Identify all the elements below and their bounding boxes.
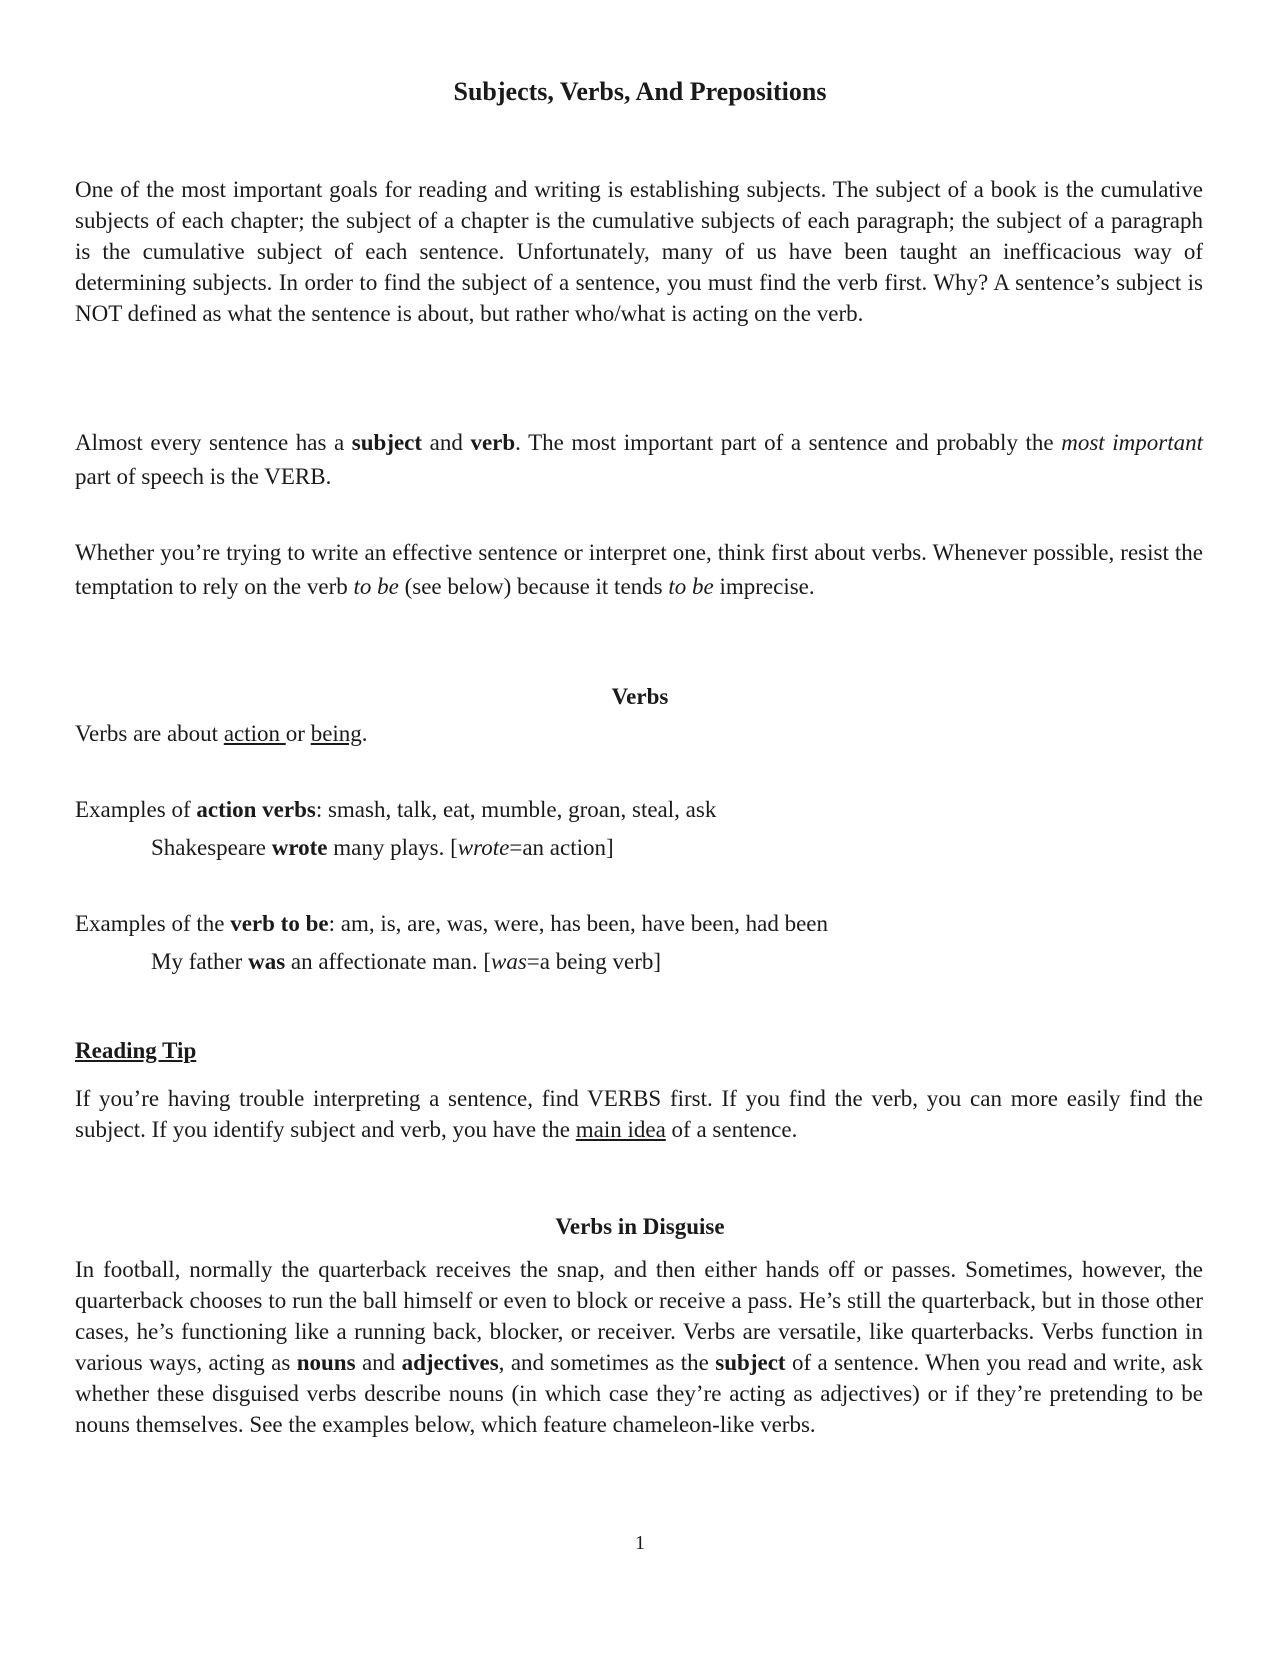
- text-run: : smash, talk, eat, mumble, groan, steal, ask: [315, 797, 717, 822]
- bold-adjectives: adjectives: [401, 1350, 499, 1375]
- text-run: .: [361, 721, 368, 746]
- text-run: If you’re having trouble interpreting a sentence, find VERBS first. If you find the verb, you can more easily find the subject. If you identify subject and verb, you have the: [75, 1086, 1203, 1142]
- text-run: Examples of the: [75, 911, 231, 936]
- underlined-main-idea: main idea: [575, 1117, 666, 1142]
- text-run: Shakespeare: [151, 835, 272, 860]
- verbs-definition: [75, 719, 368, 749]
- text-run: Examples of: [75, 797, 197, 822]
- text-run: : am, is, are, was, were, has been, have been, had been: [328, 911, 828, 936]
- reading-tip-heading: Reading Tip: [75, 1038, 197, 1063]
- bold-wrote: wrote: [271, 835, 328, 860]
- text-run: of a sentence. When you read and write, ask whether these disguised verbs describe nouns (in which case they’re acting as adjectives) or if they’re pretending to be nouns themselves. See the examples below, which feature chameleon-like verbs.: [75, 1350, 1203, 1437]
- subject-verb-paragraph: [75, 426, 1203, 494]
- action-verb-example-sentence: [151, 833, 614, 863]
- bold-nouns: nouns: [296, 1350, 356, 1375]
- to-be-paragraph: [75, 536, 1203, 604]
- bold-was: was: [248, 949, 286, 974]
- bold-action-verbs: action verbs: [196, 797, 316, 822]
- text-run: Whether you’re trying to write an effective sentence or interpret one, think first about verbs. Whenever possible, resist the temptation to rely on the verb: [75, 540, 1203, 599]
- text-run: an affectionate man. [: [285, 949, 491, 974]
- action-verbs-examples: [75, 795, 716, 825]
- text-run: or: [285, 721, 311, 746]
- text-run: In football, normally the quarterback receives the snap, and then either hands off or passes. Sometimes, however, the quarterback chooses to run the ball himself or even to block or receive a pass. He’s still the quarterback, but in those other cases, he’s functioning like a running back, blocker, or receiver. Verbs are versatile, like quarterbacks. Verbs function in various ways, acting as: [75, 1257, 1203, 1375]
- italic-wrote: wrote: [457, 835, 510, 860]
- to-be-example-sentence: [151, 947, 661, 977]
- text-run: part of speech is the VERB.: [75, 464, 332, 489]
- underlined-action: action: [223, 721, 286, 746]
- to-be-verbs-examples: [75, 909, 828, 939]
- italic-to-be: to be: [353, 574, 399, 599]
- bold-verb-to-be: verb to be: [230, 911, 329, 936]
- text-run: =an action]: [509, 835, 614, 860]
- text-run: My father: [151, 949, 249, 974]
- reading-tip-paragraph: [75, 1083, 1203, 1145]
- bold-term-subject: subject: [351, 430, 423, 455]
- italic-to-be: to be: [668, 574, 714, 599]
- underlined-being: being: [310, 721, 362, 746]
- intro-paragraph: [75, 174, 1203, 329]
- italic-was: was: [490, 949, 527, 974]
- intro-text: One of the most important goals for reading and writing is establishing subjects. The subject of a book is the cumulative subjects of each chapter; the subject of a chapter is the cumulative subjects of each paragraph; the subject of a paragraph is the cumulative subject of each sentence. Unfortunately, many of us have been taught an inefficacious way of determining subjects. In order to find the subject of a sentence, you must find the verb first. Why? A sentence’s subject is NOT defined as what the sentence is about, but rather who/what is acting on the verb.: [75, 177, 1203, 326]
- page-number: 1: [635, 1532, 645, 1554]
- disguise-paragraph: [75, 1254, 1203, 1440]
- text-run: of a sentence.: [665, 1117, 798, 1142]
- text-run: imprecise.: [713, 574, 815, 599]
- section-heading-verbs-in-disguise: Verbs in Disguise: [555, 1214, 725, 1239]
- text-run: and: [422, 430, 471, 455]
- bold-term-verb: verb: [470, 430, 516, 455]
- text-run: and: [355, 1350, 402, 1375]
- text-run: =a being verb]: [526, 949, 662, 974]
- section-heading-verbs: Verbs: [611, 684, 669, 709]
- text-run: , and sometimes as the: [498, 1350, 716, 1375]
- text-run: . The most important part of a sentence and probably the: [515, 430, 1062, 455]
- text-run: Verbs are about: [75, 721, 224, 746]
- text-run: many plays. [: [327, 835, 458, 860]
- text-run: Almost every sentence has a: [75, 430, 352, 455]
- italic-most-important: most important: [1061, 430, 1204, 455]
- text-run: (see below) because it tends: [398, 574, 669, 599]
- bold-subject: subject: [715, 1350, 786, 1375]
- page-title: Subjects, Verbs, And Prepositions: [453, 77, 827, 106]
